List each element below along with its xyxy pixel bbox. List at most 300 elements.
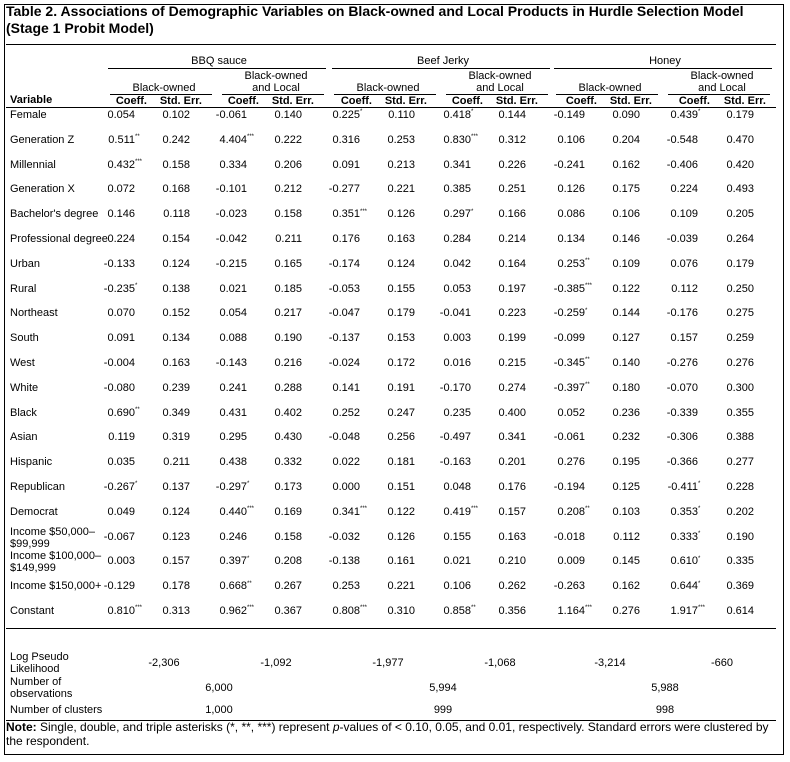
- table-cell: -0.385***: [553, 282, 593, 295]
- cell-value: 0.175: [612, 183, 640, 196]
- cell-value: 0.190: [274, 332, 302, 345]
- table-cell: [252, 307, 314, 320]
- table-cell: [365, 531, 427, 544]
- table-cell: [704, 332, 766, 345]
- cell-value: 0.137: [162, 481, 190, 493]
- table-cell: 0.858**: [443, 605, 476, 617]
- table-cell: 0.397*: [219, 555, 250, 568]
- table-cell: [704, 456, 766, 469]
- table-cell: [197, 407, 259, 420]
- cell-value: 0.166: [498, 208, 526, 221]
- cell-value: -0.276: [666, 357, 698, 369]
- cell-value: 0.206: [274, 158, 302, 171]
- table-cell: 0.418*: [443, 109, 474, 121]
- cell-value: 0.319: [162, 431, 190, 444]
- cell-value: 0.276: [612, 605, 640, 617]
- cell-value: 0.253: [557, 257, 585, 270]
- table-cell: [140, 605, 202, 618]
- table-cell: [365, 134, 427, 147]
- table-cell: [535, 456, 597, 469]
- cell-value: 0.054: [219, 307, 247, 320]
- table-cell: [476, 109, 538, 122]
- cell-value: 0.119: [108, 431, 135, 444]
- row-label: South: [10, 332, 39, 345]
- table-cell: -0.397**: [553, 381, 590, 394]
- row-label: Republican: [10, 481, 66, 493]
- row-label: Income $50,000–: [10, 525, 96, 538]
- cell-value: 0.163: [162, 357, 190, 369]
- cell-value: 0.003: [443, 332, 471, 345]
- table-cell: [140, 183, 202, 196]
- table-cell: [252, 431, 314, 444]
- table-cell: [421, 258, 483, 271]
- note-label: Note:: [6, 720, 37, 734]
- cell-value: -0.170: [439, 381, 471, 394]
- cell-value: 0.251: [498, 183, 526, 196]
- table-cell: 0.610*: [670, 555, 701, 568]
- row-label: Rural: [10, 282, 37, 295]
- cell-value: -0.067: [103, 530, 135, 543]
- table-title: Table 2. Associations of Demographic Variables on Black-owned and Local Products in Hurdle Selection Model (Stage 1 Probit Model): [6, 3, 744, 36]
- table-cell: 0.419***: [443, 505, 479, 518]
- table-cell: [704, 382, 766, 395]
- cell-value: -0.143: [215, 357, 247, 369]
- cell-value: 0.419: [443, 505, 471, 518]
- table-cell: 0.810***: [107, 605, 143, 617]
- subgroup-header: Black-owned: [690, 70, 754, 82]
- cell-value: 0.277: [726, 456, 754, 469]
- table-cell: [704, 233, 766, 246]
- cell-value: 0.810: [107, 605, 135, 617]
- cell-value: -0.345: [553, 357, 585, 369]
- table-cell: 0.511**: [108, 133, 140, 146]
- cell-value: 0.204: [612, 133, 640, 146]
- table-cell: [421, 283, 483, 296]
- table-cell: [197, 208, 259, 221]
- row-label: Female: [10, 109, 47, 121]
- cell-value: 0.164: [498, 257, 526, 270]
- cell-value: 0.644: [670, 580, 698, 593]
- table-cell: [421, 531, 483, 544]
- cell-value: 0.124: [162, 257, 190, 270]
- cell-value: -0.080: [103, 381, 135, 394]
- cell-value: 0.830: [443, 133, 471, 146]
- cell-value: 0.353: [670, 505, 698, 518]
- cell-value: 0.224: [670, 183, 698, 196]
- cell-value: 0.246: [219, 530, 247, 543]
- table-cell: [590, 506, 652, 519]
- cell-value: 0.440: [219, 505, 247, 518]
- cell-value: 0.022: [332, 456, 360, 469]
- table-cell: [421, 407, 483, 420]
- table-cell: [85, 233, 147, 246]
- cell-value: 0.312: [498, 133, 526, 146]
- cell-value: -0.101: [215, 183, 247, 196]
- product-underline-3: [554, 68, 772, 69]
- table-note: [6, 720, 776, 748]
- cell-value: -0.366: [666, 456, 698, 469]
- table-cell: [310, 431, 372, 444]
- table-cell: [704, 307, 766, 320]
- cell-value: 0.221: [387, 183, 415, 196]
- table-cell: [704, 134, 766, 147]
- cell-value: 0.161: [387, 555, 415, 568]
- table-cell: [197, 258, 259, 271]
- cell-value: 0.163: [387, 233, 415, 245]
- table-cell: 0.440***: [219, 505, 255, 518]
- cell-value: 0.236: [612, 406, 640, 419]
- cell-value: 0.216: [274, 357, 302, 369]
- table-cell: [590, 258, 652, 271]
- cell-value: 0.493: [726, 183, 754, 196]
- cell-value: 4.404: [219, 133, 247, 146]
- cell-value: 0.106: [557, 133, 585, 146]
- cell-value: -0.215: [215, 257, 247, 270]
- table-cell: [535, 531, 597, 544]
- cell-value: 0.264: [726, 233, 754, 245]
- cell-value: 0.369: [726, 580, 754, 593]
- table-cell: [252, 407, 314, 420]
- table-cell: [365, 605, 427, 618]
- cell-value: 0.226: [498, 158, 526, 171]
- table-cell: [476, 407, 538, 420]
- cell-value: 0.138: [162, 282, 190, 295]
- cell-value: 0.242: [162, 133, 190, 146]
- cell-value: 0.124: [387, 257, 415, 270]
- row-label: White: [10, 381, 39, 394]
- cell-value: -0.497: [439, 431, 471, 444]
- cell-value: 0.239: [162, 381, 190, 394]
- table-cell: [197, 283, 259, 296]
- table-cell: [365, 109, 427, 122]
- cell-value: 0.267: [274, 580, 302, 593]
- table-cell: 0.297*: [443, 208, 474, 221]
- table-cell: [590, 208, 652, 221]
- table-cell: -0.267*: [103, 481, 138, 493]
- cell-value: 0.228: [726, 481, 754, 493]
- table-cell: [310, 357, 372, 370]
- table-cell: 0.341***: [332, 505, 368, 518]
- cell-value: 0.211: [163, 456, 190, 469]
- table-cell: [365, 357, 427, 370]
- table-cell: [252, 605, 314, 618]
- cell-value: 0.126: [387, 208, 415, 221]
- table-cell: [535, 233, 597, 246]
- table-cell: [365, 431, 427, 444]
- row-label: Professional degree: [10, 233, 108, 245]
- cell-value: 0.388: [726, 431, 754, 444]
- cell-value: 0.253: [387, 133, 415, 146]
- cell-value: 0.009: [557, 555, 585, 568]
- column-header: Coeff.: [340, 95, 372, 107]
- table-cell: [365, 407, 427, 420]
- table-cell: [476, 456, 538, 469]
- cell-value: 0.122: [612, 282, 640, 295]
- table-cell: [252, 332, 314, 345]
- table-cell: [476, 332, 538, 345]
- cell-value: -0.032: [328, 530, 360, 543]
- table-cell: [197, 531, 259, 544]
- table-cell: [310, 531, 372, 544]
- table-cell: [365, 555, 427, 568]
- table-cell: [590, 555, 652, 568]
- cell-value: 0.250: [726, 282, 754, 295]
- cell-value: 0.201: [498, 456, 526, 469]
- table-cell: [704, 407, 766, 420]
- cell-value: -0.061: [553, 431, 585, 444]
- cell-value: 0.332: [274, 456, 302, 469]
- table-cell: [648, 183, 710, 196]
- table-cell: [704, 183, 766, 196]
- cell-value: 0.090: [612, 109, 640, 121]
- table-cell: [476, 159, 538, 172]
- cell-value: 0.335: [726, 555, 754, 568]
- cell-value: 0.385: [443, 183, 471, 196]
- table-cell: [590, 456, 652, 469]
- cell-value: 0.241: [219, 381, 247, 394]
- table-cell: [252, 134, 314, 147]
- table-cell: [197, 456, 259, 469]
- table-cell: [310, 407, 372, 420]
- table-cell: [140, 481, 202, 494]
- cell-value: 0.134: [162, 332, 190, 345]
- table-cell: [535, 159, 597, 172]
- row-label: Urban: [10, 257, 40, 270]
- table-cell: [252, 506, 314, 519]
- footer-label: Log Pseudo: [10, 651, 69, 663]
- cell-value: 0.168: [162, 183, 190, 196]
- table-cell: -0.235*: [103, 282, 138, 295]
- subgroup-header: Black-owned: [468, 70, 532, 82]
- table-cell: [252, 580, 314, 593]
- table-cell: [140, 109, 202, 122]
- cell-value: 0.123: [162, 530, 190, 543]
- column-header: Coeff.: [678, 95, 710, 107]
- row-label: Black: [10, 406, 37, 419]
- table-cell: [252, 159, 314, 172]
- cell-value: 0.276: [726, 357, 754, 369]
- cell-value: -0.133: [103, 257, 135, 270]
- cell-value: 0.215: [498, 357, 526, 369]
- cell-value: -0.548: [666, 133, 698, 146]
- table-cell: [421, 357, 483, 370]
- cell-value: -0.039: [666, 233, 698, 245]
- table-cell: [365, 208, 427, 221]
- footer-value: 999: [433, 704, 453, 716]
- product-header: BBQ sauce: [191, 55, 247, 67]
- cell-value: 0.313: [162, 605, 190, 617]
- cell-value: 0.163: [498, 530, 526, 543]
- table-cell: [704, 208, 766, 221]
- row-label: West: [10, 357, 35, 369]
- cell-value: 0.284: [443, 233, 471, 245]
- column-header: Std. Err.: [609, 95, 652, 107]
- cell-value: 0.086: [557, 208, 585, 221]
- footer-value: -1,092: [260, 657, 292, 669]
- cell-value: 0.179: [726, 109, 754, 121]
- table-cell: [85, 109, 147, 122]
- row-label: Income $100,000–: [10, 550, 102, 563]
- cell-value: 0.162: [612, 158, 640, 171]
- cell-value: 0.158: [274, 530, 302, 543]
- table-cell: -0.259*: [553, 307, 588, 320]
- table-cell: [252, 258, 314, 271]
- cell-value: 0.072: [107, 183, 135, 196]
- cell-value: 0.146: [107, 208, 135, 221]
- table-cell: [310, 159, 372, 172]
- column-header: Coeff.: [565, 95, 597, 107]
- table-cell: 0.690**: [107, 406, 140, 419]
- table-cell: [140, 382, 202, 395]
- table-cell: [590, 283, 652, 296]
- footer-value: -3,214: [594, 657, 626, 669]
- cell-value: 0.003: [107, 555, 135, 568]
- table-cell: [197, 431, 259, 444]
- table-cell: [197, 183, 259, 196]
- table-cell: [476, 357, 538, 370]
- cell-value: 0.235: [443, 406, 471, 419]
- table-cell: [590, 407, 652, 420]
- table-cell: [704, 159, 766, 172]
- cell-value: -0.241: [553, 158, 585, 171]
- cell-value: 0.185: [274, 282, 302, 295]
- cell-value: 0.145: [612, 555, 640, 568]
- cell-value: 0.259: [726, 332, 754, 345]
- table-cell: [252, 208, 314, 221]
- cell-value: 0.102: [162, 109, 190, 121]
- table-cell: [365, 506, 427, 519]
- cell-value: -0.099: [553, 332, 585, 345]
- table-cell: [704, 506, 766, 519]
- table-cell: [365, 332, 427, 345]
- table-cell: [590, 481, 652, 494]
- footer-label: observations: [10, 688, 73, 700]
- table-cell: [85, 382, 147, 395]
- subgroup-header: Black-owned: [132, 82, 196, 94]
- table-cell: [421, 456, 483, 469]
- cell-value: -0.041: [439, 307, 471, 320]
- table-cell: [85, 555, 147, 568]
- cell-value: 0.225: [332, 109, 360, 121]
- subgroup-header: and Local: [698, 82, 746, 94]
- table-cell: [476, 555, 538, 568]
- table-cell: [85, 531, 147, 544]
- cell-value: 0.253: [332, 580, 360, 593]
- table-cell: [704, 531, 766, 544]
- table-cell: [535, 208, 597, 221]
- table-cell: [252, 283, 314, 296]
- table-cell: [590, 109, 652, 122]
- table-cell: [252, 357, 314, 370]
- table-cell: 0.225*: [332, 109, 363, 121]
- table-cell: [365, 159, 427, 172]
- cell-value: 0.341: [443, 158, 471, 171]
- table-cell: [704, 357, 766, 370]
- cell-value: 0.256: [387, 431, 415, 444]
- footer-value: -1,977: [372, 657, 404, 669]
- cell-value: 0.151: [387, 481, 415, 493]
- table-cell: 0.962***: [219, 605, 255, 617]
- table-cell: [365, 481, 427, 494]
- table-cell: [476, 481, 538, 494]
- footer-value: 998: [655, 704, 675, 716]
- table-cell: [140, 506, 202, 519]
- table-cell: [648, 283, 710, 296]
- table-cell: [648, 208, 710, 221]
- column-header: Std. Err.: [723, 95, 766, 107]
- cell-value: -0.174: [328, 257, 360, 270]
- table-cell: [252, 233, 314, 246]
- table-cell: [310, 258, 372, 271]
- cell-value: 0.157: [670, 332, 698, 345]
- product-header: Beef Jerky: [417, 55, 469, 67]
- cell-value: 0.144: [498, 109, 526, 121]
- cell-value: 0.668: [219, 580, 247, 593]
- cell-value: 0.310: [387, 605, 415, 617]
- table-cell: [252, 481, 314, 494]
- table-cell: [421, 159, 483, 172]
- table-cell: [365, 580, 427, 593]
- subgroup-header: Black-owned: [356, 82, 420, 94]
- cell-value: 0.035: [107, 456, 135, 469]
- cell-value: 0.367: [274, 605, 302, 617]
- table-cell: 0.351***: [332, 208, 368, 221]
- subgroup-header: Black-owned: [578, 82, 642, 94]
- footer-value: -1,068: [484, 657, 516, 669]
- cell-value: 0.180: [612, 381, 640, 394]
- table-cell: [704, 258, 766, 271]
- cell-value: 0.172: [387, 357, 415, 369]
- row-label: Democrat: [10, 505, 58, 518]
- table-cell: [252, 456, 314, 469]
- cell-value: 0.154: [162, 233, 190, 245]
- cell-value: 0.118: [163, 208, 190, 221]
- cell-value: 0.088: [219, 332, 247, 345]
- cell-value: 0.112: [613, 530, 640, 543]
- cell-value: 0.052: [557, 406, 585, 419]
- cell-value: 0.140: [274, 109, 302, 121]
- cell-value: 0.470: [726, 133, 754, 146]
- cell-value: 0.341: [498, 431, 526, 444]
- table-cell: [365, 283, 427, 296]
- cell-value: -0.263: [553, 580, 585, 593]
- cell-value: 0.112: [671, 282, 698, 295]
- cell-value: 0.179: [726, 257, 754, 270]
- cell-value: -0.024: [328, 357, 360, 369]
- subgroup-header: and Local: [476, 82, 524, 94]
- cell-value: 0.141: [332, 381, 360, 394]
- footer-value: 1,000: [205, 704, 233, 716]
- table-cell: [310, 481, 372, 494]
- table-cell: [310, 332, 372, 345]
- cell-value: 0.205: [726, 208, 754, 221]
- table-cell: [476, 307, 538, 320]
- table-cell: [590, 382, 652, 395]
- table-cell: [310, 580, 372, 593]
- table-cell: [704, 283, 766, 296]
- cell-value: -0.061: [215, 109, 247, 121]
- cell-value: -0.235: [103, 282, 135, 295]
- table-cell: [535, 407, 597, 420]
- table-cell: [648, 357, 710, 370]
- table-cell: [648, 134, 710, 147]
- table-cell: [704, 431, 766, 444]
- cell-value: -0.259: [553, 307, 585, 320]
- table-cell: [476, 431, 538, 444]
- table-cell: [140, 332, 202, 345]
- table-cell: [197, 159, 259, 172]
- cell-value: -0.194: [553, 481, 585, 493]
